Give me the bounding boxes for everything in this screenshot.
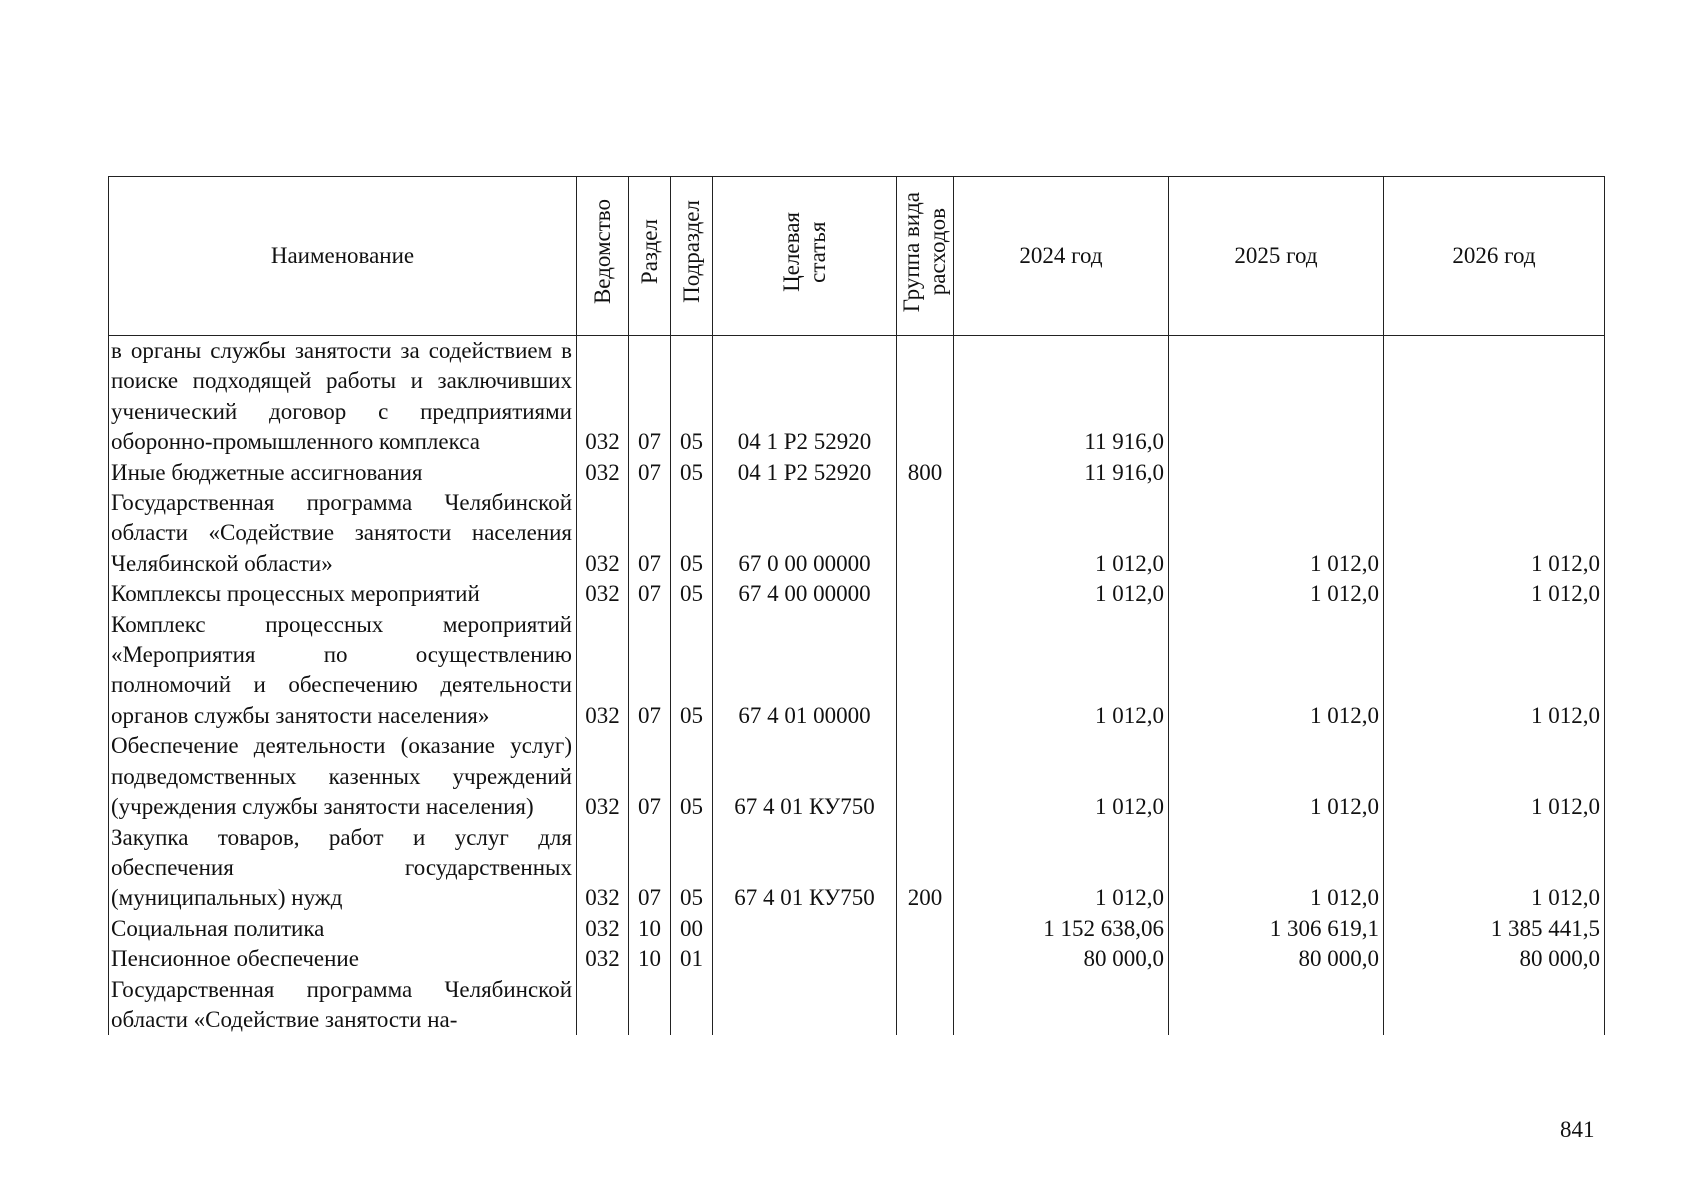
cell-2024: 1 012,0	[954, 610, 1169, 732]
table-header-row	[109, 177, 1605, 336]
cell-name: Закупка товаров, работ и услуг для обеспечения государственных (муниципальных) нужд	[109, 823, 577, 914]
table-row	[109, 336, 1605, 458]
cell-name: Пенсионное обеспечение	[109, 944, 577, 974]
cell-department: 032	[577, 336, 629, 458]
budget-table	[108, 176, 1605, 1035]
cell-2024: 80 000,0	[954, 944, 1169, 974]
cell-2024: 1 012,0	[954, 731, 1169, 822]
cell-target-article	[713, 944, 897, 974]
cell-section: 07	[629, 336, 671, 458]
cell-subsection: 01	[671, 944, 713, 974]
cell-section: 10	[629, 944, 671, 974]
cell-expense-group	[897, 579, 954, 609]
cell-expense-group	[897, 944, 954, 974]
cell-2024: 11 916,0	[954, 458, 1169, 488]
cell-subsection	[671, 975, 713, 1036]
cell-2026: 1 012,0	[1384, 610, 1605, 732]
cell-expense-group	[897, 336, 954, 458]
cell-target-article	[713, 975, 897, 1036]
header-2024: 2024 год	[954, 177, 1169, 336]
table-row	[109, 914, 1605, 944]
cell-subsection: 00	[671, 914, 713, 944]
cell-section: 07	[629, 731, 671, 822]
cell-2025: 80 000,0	[1169, 944, 1384, 974]
cell-section: 07	[629, 579, 671, 609]
cell-department: 032	[577, 488, 629, 579]
table-row	[109, 823, 1605, 914]
cell-name: Обеспечение деятельности (оказание услуг) подведомственных казенных учреждений (учреждения службы занятости населения)	[109, 731, 577, 822]
cell-2026: 1 012,0	[1384, 731, 1605, 822]
header-2026: 2026 год	[1384, 177, 1605, 336]
table-row	[109, 944, 1605, 974]
cell-expense-group	[897, 610, 954, 732]
cell-department: 032	[577, 458, 629, 488]
cell-2025	[1169, 458, 1384, 488]
cell-expense-group	[897, 914, 954, 944]
cell-section: 07	[629, 823, 671, 914]
cell-expense-group	[897, 731, 954, 822]
cell-subsection: 05	[671, 610, 713, 732]
header-expense-group: Группа вида расходов	[897, 177, 954, 336]
table-row	[109, 610, 1605, 732]
cell-expense-group	[897, 975, 954, 1036]
header-subsection: Подраздел	[671, 177, 713, 336]
header-name: Наименование	[109, 177, 577, 336]
cell-expense-group: 200	[897, 823, 954, 914]
cell-2025: 1 012,0	[1169, 488, 1384, 579]
table-body	[109, 336, 1605, 1036]
cell-target-article	[713, 914, 897, 944]
cell-2024: 1 012,0	[954, 579, 1169, 609]
cell-name: Иные бюджетные ассигнования	[109, 458, 577, 488]
cell-2025: 1 012,0	[1169, 579, 1384, 609]
cell-target-article: 67 4 01 00000	[713, 610, 897, 732]
cell-section: 10	[629, 914, 671, 944]
cell-2025: 1 306 619,1	[1169, 914, 1384, 944]
cell-subsection: 05	[671, 823, 713, 914]
cell-2026: 1 012,0	[1384, 488, 1605, 579]
cell-department: 032	[577, 579, 629, 609]
cell-2026	[1384, 336, 1605, 458]
cell-2024: 1 012,0	[954, 823, 1169, 914]
cell-2025	[1169, 336, 1384, 458]
cell-2025: 1 012,0	[1169, 823, 1384, 914]
cell-department: 032	[577, 610, 629, 732]
cell-subsection: 05	[671, 336, 713, 458]
cell-2026: 1 012,0	[1384, 579, 1605, 609]
cell-target-article: 67 4 01 КУ750	[713, 823, 897, 914]
cell-name: в органы службы занятости за содействием в поиске подходящей работы и заключивших ученический договор с предприятиями оборонно-промышленного комплекса	[109, 336, 577, 458]
cell-name: Социальная политика	[109, 914, 577, 944]
cell-section: 07	[629, 488, 671, 579]
page-number: 841	[1560, 1117, 1595, 1142]
cell-target-article: 04 1 Р2 52920	[713, 458, 897, 488]
header-department: Ведомство	[577, 177, 629, 336]
header-section: Раздел	[629, 177, 671, 336]
cell-2026: 1 385 441,5	[1384, 914, 1605, 944]
cell-2026: 80 000,0	[1384, 944, 1605, 974]
cell-2025: 1 012,0	[1169, 610, 1384, 732]
table-row	[109, 579, 1605, 609]
budget-sheet	[108, 176, 1604, 1096]
cell-target-article: 67 0 00 00000	[713, 488, 897, 579]
table-row	[109, 488, 1605, 579]
cell-target-article: 67 4 01 КУ750	[713, 731, 897, 822]
cell-section: 07	[629, 610, 671, 732]
cell-name: Комплекс процессных мероприятий «Мероприятия по осуществлению полномочий и обеспечению деятельности органов службы занятости населения»	[109, 610, 577, 732]
cell-subsection: 05	[671, 579, 713, 609]
cell-2026	[1384, 975, 1605, 1036]
header-target-article: Целевая статья	[713, 177, 897, 336]
cell-target-article: 04 1 Р2 52920	[713, 336, 897, 458]
cell-2024: 1 152 638,06	[954, 914, 1169, 944]
cell-2024: 1 012,0	[954, 488, 1169, 579]
cell-2024: 11 916,0	[954, 336, 1169, 458]
cell-name: Государственная программа Челябинской области «Содействие занятости на-	[109, 975, 577, 1036]
cell-2025: 1 012,0	[1169, 731, 1384, 822]
cell-subsection: 05	[671, 731, 713, 822]
cell-2025	[1169, 975, 1384, 1036]
table-row	[109, 975, 1605, 1036]
cell-department	[577, 975, 629, 1036]
cell-section: 07	[629, 458, 671, 488]
cell-department: 032	[577, 823, 629, 914]
cell-name: Комплексы процессных мероприятий	[109, 579, 577, 609]
cell-target-article: 67 4 00 00000	[713, 579, 897, 609]
cell-department: 032	[577, 944, 629, 974]
header-2025: 2025 год	[1169, 177, 1384, 336]
cell-2026	[1384, 458, 1605, 488]
table-row	[109, 458, 1605, 488]
cell-2024	[954, 975, 1169, 1036]
cell-section	[629, 975, 671, 1036]
table-row	[109, 731, 1605, 822]
cell-name: Государственная программа Челябинской области «Содействие занятости населения Челябинской области»	[109, 488, 577, 579]
cell-expense-group: 800	[897, 458, 954, 488]
cell-2026: 1 012,0	[1384, 823, 1605, 914]
cell-subsection: 05	[671, 488, 713, 579]
cell-expense-group	[897, 488, 954, 579]
cell-department: 032	[577, 731, 629, 822]
cell-department: 032	[577, 914, 629, 944]
cell-subsection: 05	[671, 458, 713, 488]
